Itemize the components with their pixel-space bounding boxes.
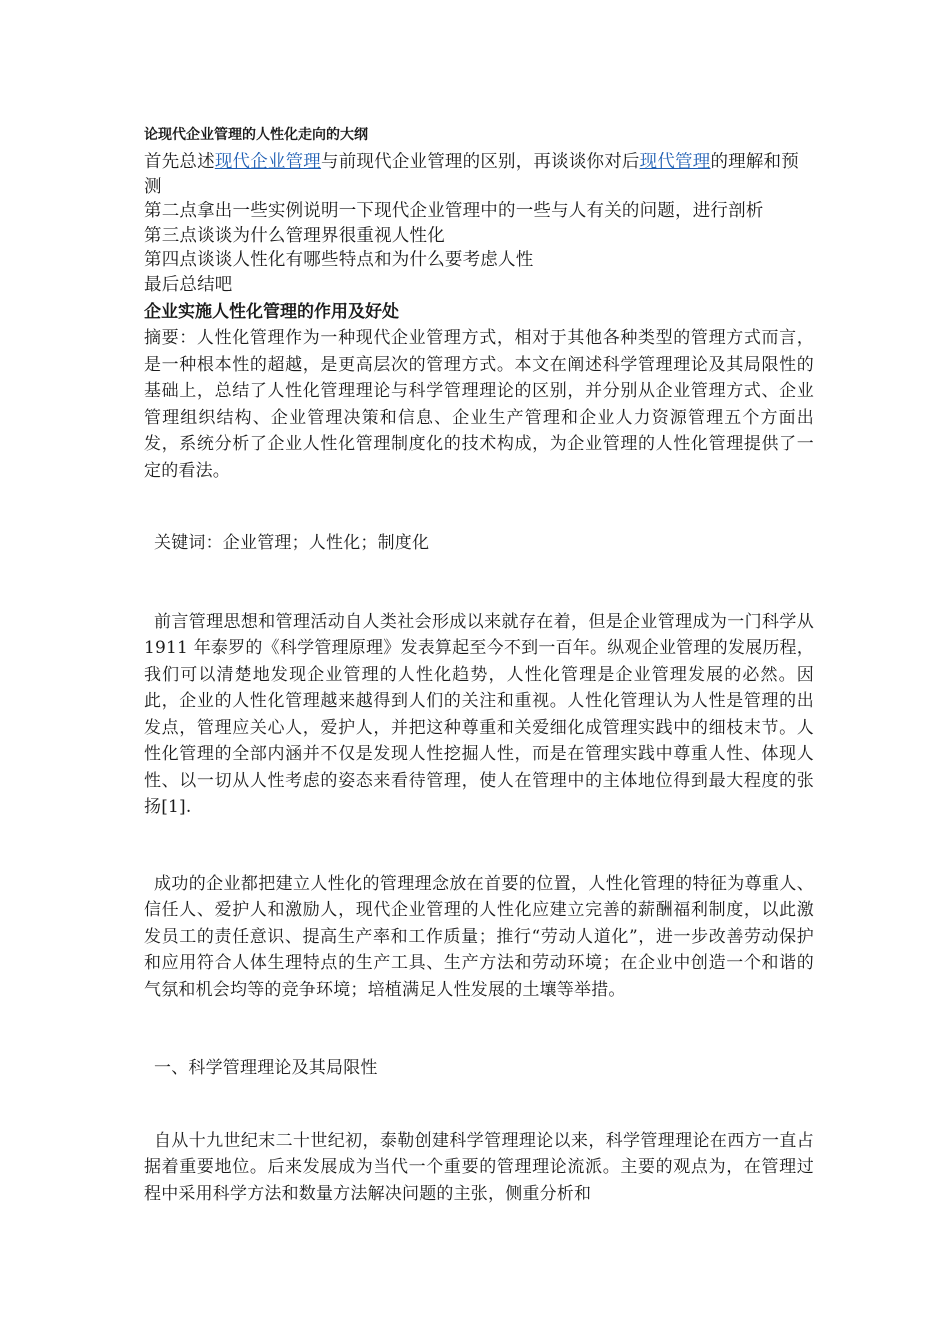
outline-line-1-mid: 与前现代企业管理的区别，再谈谈你对后	[321, 152, 640, 172]
article-title: 企业实施人性化管理的作用及好处	[144, 302, 399, 322]
outline-line-1-pre: 首先总述	[144, 152, 215, 172]
document-page	[144, 124, 814, 1207]
outline-line-3: 第三点谈谈为什么管理界很重视人性化	[144, 225, 445, 246]
spacer	[144, 1082, 814, 1128]
modern-management-link[interactable]: 现代管理	[639, 152, 711, 172]
outline-line-4: 第四点谈谈人性化有哪些特点和为什么要考虑人性	[144, 250, 534, 270]
keywords-line: 关键词：企业管理；人性化；制度化	[154, 533, 430, 553]
preface-paragraph: 前言管理思想和管理活动自人类社会形成以来就存在着，但是企业管理成为一门科学从 1911 年泰罗的《科学管理原理》发表算起至今不到一百年。纵观企业管理的发展历程，我们可以清楚地发现企业管理的人性化趋势，人性化管理是企业管理发展的必然。因此，企业的人性化管理越来越得到人们的关注和重视。人性化管理认为人性是管理的出发点，管理应关心人，爱护人，并把这种尊重和关爱细化成管理实践中的细枝末节。人性化管理的全部内涵并不仅是发现人性挖掘人性，而是在管理实践中尊重人性、体现人性、以一切从人性考虑的姿态来看待管理，使人在管理中的主体地位得到最大程度的张扬[1].	[144, 611, 814, 817]
spacer	[144, 557, 814, 609]
outline-line-5: 最后总结吧	[144, 274, 233, 295]
spacer	[144, 484, 814, 530]
modern-enterprise-management-link[interactable]: 现代企业管理	[214, 152, 322, 172]
success-paragraph: 成功的企业都把建立人性化的管理理念放在首要的位置，人性化管理的特征为尊重人、信任人、爱护人和激励人，现代企业管理的人性化应建立完善的薪酬福利制度，以此激发员工的责任意识、提高生产率和工作质量；推行“劳动人道化”，进一步改善劳动保护和应用符合人体生理特点的生产工具、生产方法和劳动环境；在企业中创造一个和谐的气氛和机会均等的竞争环境；培植满足人性发展的土壤等举措。	[144, 873, 814, 1000]
outline-line-1-post: 的理解和预测	[144, 152, 799, 197]
outline-line-1	[144, 150, 814, 199]
outline-line-2: 第二点拿出一些实例说明一下现代企业管理中的一些与人有关的问题，进行剖析	[144, 201, 764, 221]
section-1-body: 自从十九世纪末二十世纪初，泰勒创建科学管理理论以来，科学管理理论在西方一直占据着重要地位。后来发展成为当代一个重要的管理理论流派。主要的观点为，在管理过程中采用科学方法和数量方法解决问题的主张，侧重分析和	[144, 1130, 814, 1204]
outline-title: 论现代企业管理的人性化走向的大纲	[144, 127, 368, 143]
section-1-heading: 一、科学管理理论及其局限性	[154, 1058, 378, 1078]
abstract-paragraph: 摘要：人性化管理作为一种现代企业管理方式，相对于其他各种类型的管理方式而言，是一种根本性的超越，是更高层次的管理方式。本文在阐述科学管理理论及其局限性的基础上，总结了人性化管理理论与科学管理理论的区别，并分别从企业管理方式、企业管理组织结构、企业管理决策和信息、企业生产管理和企业人力资源管理五个方面出发，系统分析了企业人性化管理制度化的技术构成，为企业管理的人性化管理提供了一定的看法。	[144, 328, 814, 481]
spacer	[144, 821, 814, 871]
spacer	[144, 1003, 814, 1055]
